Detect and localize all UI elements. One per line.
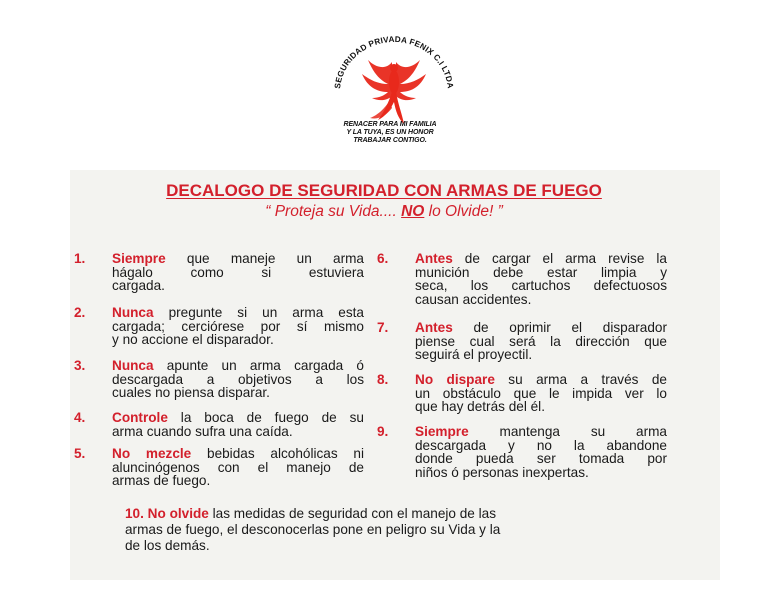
rule-line: munición debe estar limpia y <box>415 264 667 280</box>
rule-line: la boca de fuego de su <box>167 410 364 425</box>
rule-line: bebidas alcohólicas ni <box>191 446 364 461</box>
rule-line: un obstáculo que le impida ver lo <box>415 385 667 401</box>
rule-line: causan accidentes. <box>415 291 532 307</box>
rule-line: piense cual será la dirección que <box>415 333 667 349</box>
rule-line: que maneje un arma <box>165 251 364 266</box>
rule-number: 5. <box>74 446 86 461</box>
rule-keyword: 10. No olvide <box>125 506 209 521</box>
rule-line: mantenga su arma <box>468 424 667 439</box>
rule-line: armas de fuego, el desconocerlas pone en peligro su Vida y la <box>125 522 501 537</box>
rule-text <box>112 411 364 438</box>
rule-line: de cargar el arma revise la <box>452 251 667 266</box>
subtitle-emphasis: NO <box>401 203 425 220</box>
rule-text <box>415 425 667 479</box>
rule-line: niños ó personas inexpertas. <box>415 464 589 480</box>
motto-line: RENACER PARA MI FAMILIA <box>343 121 437 128</box>
rule-line: aluncinógenos con el manejo de <box>112 459 364 475</box>
motto-line: TRABAJAR CONTIGO. <box>353 137 427 144</box>
logo-arc-text: SEGURIDAD PRIVADA FENIX C.I LTDA <box>333 34 455 90</box>
rule-keyword: Antes <box>415 320 453 335</box>
rule-text <box>415 252 667 306</box>
rule-line: descargada y no la abandone <box>415 437 667 453</box>
rule-line: su arma a través de <box>494 372 667 387</box>
motto-line: Y LA TUYA, ES UN HONOR <box>346 129 434 136</box>
rule-number: 8. <box>377 372 389 387</box>
rule-number: 1. <box>74 251 86 266</box>
rule-number: 9. <box>377 424 389 439</box>
rule-text <box>415 321 667 362</box>
rule-line: que hay detrás del él. <box>415 399 545 414</box>
subtitle-post: lo Olvide! ” <box>424 203 503 220</box>
rule-number: 4. <box>74 410 86 425</box>
rule-keyword: Antes <box>415 251 453 266</box>
rule-number: 7. <box>377 320 389 335</box>
subtitle-pre: “ Proteja su Vida.... <box>265 203 402 220</box>
rule-text <box>112 447 364 488</box>
page-title: DECALOGO DE SEGURIDAD CON ARMAS DE FUEGO <box>166 181 602 200</box>
rule-line: armas de fuego. <box>112 473 211 488</box>
rule-item-10 <box>125 506 615 554</box>
rule-keyword: Siempre <box>112 251 166 266</box>
rule-text <box>112 252 364 293</box>
rule-line: seguirá el proyectil. <box>415 347 533 362</box>
rule-keyword: No mezcle <box>112 446 192 461</box>
rule-line: cargada; cerciórese por sí mismo <box>112 318 364 334</box>
rule-keyword: Nunca <box>112 305 154 320</box>
rule-number: 6. <box>377 251 389 266</box>
rule-keyword: No dispare <box>415 372 495 387</box>
rule-line: pregunte si un arma esta <box>153 305 364 320</box>
rule-line: las medidas de seguridad con el manejo de las <box>208 506 497 521</box>
rule-line: hágalo como si estuviera <box>112 264 364 280</box>
rule-line: descargada a objetivos a los <box>112 371 364 387</box>
rule-keyword: Controle <box>112 410 168 425</box>
rule-line: y no accione el disparador. <box>112 332 274 347</box>
rule-line: donde pueda ser tomada por <box>415 451 667 466</box>
rule-line: cuales no piensa disparar. <box>112 385 270 400</box>
rule-keyword: Siempre <box>415 424 469 439</box>
rule-line: cargada. <box>112 278 165 293</box>
rule-text <box>112 359 364 400</box>
rule-line: arma cuando sufra una caída. <box>112 423 293 439</box>
rule-line: de oprimir el disparador <box>452 320 667 335</box>
rule-line: de los demás. <box>125 538 210 553</box>
rule-line: apunte un arma cargada ó <box>153 358 364 373</box>
rule-number: 3. <box>74 358 86 373</box>
logo-motto <box>334 121 446 145</box>
rule-text <box>112 306 364 347</box>
rule-keyword: Nunca <box>112 358 154 373</box>
page-subtitle <box>0 203 768 221</box>
rule-line: seca, los cartuchos defectuosos <box>415 278 667 293</box>
rule-text <box>415 373 667 414</box>
rule-number: 2. <box>74 305 86 320</box>
